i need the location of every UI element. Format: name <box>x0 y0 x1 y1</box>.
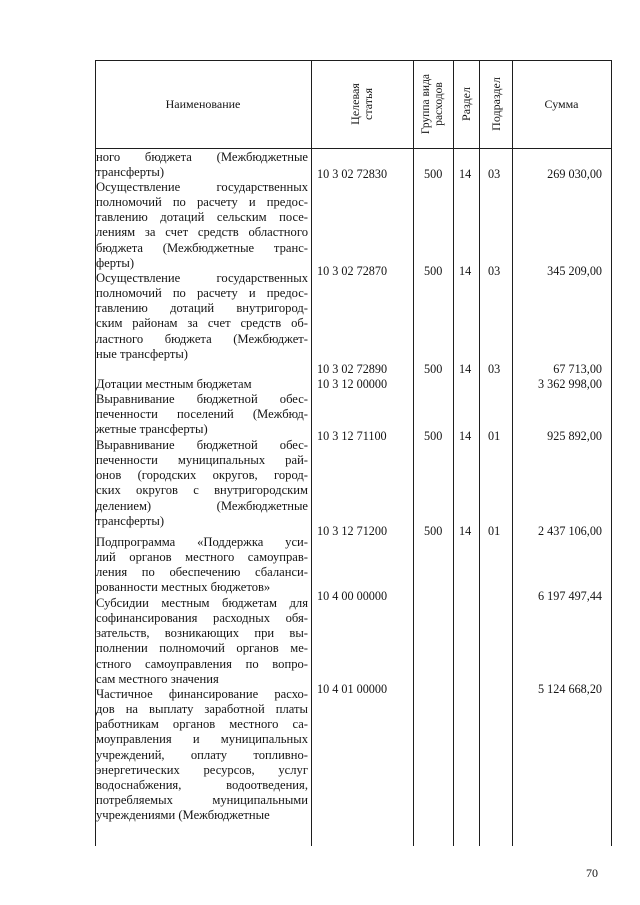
row-name-line: дов на выплату заработной платы <box>96 702 308 717</box>
row-name-line: софинансирования расходных обя- <box>96 611 308 626</box>
sum-value: 345 209,00 <box>547 264 602 278</box>
row-name <box>96 377 308 392</box>
header-target: Целевая статья <box>348 83 375 125</box>
row-name-line: делением) (Межбюджетные <box>96 498 308 513</box>
target-code: 10 3 02 72870 <box>317 264 388 278</box>
table-right-border <box>611 60 612 846</box>
subsection-code: 03 <box>488 167 501 181</box>
row-name-line: Дотации местным бюджетам <box>96 377 252 391</box>
section-code: 14 <box>459 362 472 376</box>
row-name-line: Осуществление государственных <box>96 271 308 285</box>
row-name-line: жетные трансферты) <box>96 422 208 437</box>
subsection-code: 01 <box>488 524 501 538</box>
expense-group: 500 <box>424 524 443 538</box>
row-name-line: печенности муниципальных рай- <box>96 453 308 468</box>
row-name-line: сам местного значения <box>96 671 219 686</box>
header-subsection-cell <box>479 60 512 148</box>
sum-value: 5 124 668,20 <box>538 682 602 696</box>
row-name-line: лениям за счет средств областного <box>96 225 308 240</box>
target-code: 10 3 12 71100 <box>317 429 387 443</box>
sum-value: 6 197 497,44 <box>538 589 602 603</box>
row-name-line: моуправления и муниципальных <box>96 732 308 747</box>
row-name-line: ских округов с внутригородским <box>96 483 308 498</box>
col-divider-subsection <box>512 60 513 846</box>
row-name <box>96 392 308 437</box>
expense-group: 500 <box>424 167 443 181</box>
row-name-line: учреждений, оплату топливно- <box>96 747 308 762</box>
row-name-line: печенности поселений (Межбюд- <box>96 407 308 422</box>
row-name-line: ским районам за счет средств об- <box>96 316 308 331</box>
header-name: Наименование <box>165 96 241 111</box>
section-code: 14 <box>459 264 472 278</box>
row-name-line: потребляемых муниципальными <box>96 793 308 808</box>
row-name-line: Субсидии местным бюджетам для <box>96 596 308 610</box>
row-name-line: ления по обеспечению сбаланси- <box>96 565 308 580</box>
row-name-line: ластного бюджета (Межбюджет- <box>96 331 308 346</box>
header-sum: Сумма <box>544 96 579 111</box>
sum-value: 2 437 106,00 <box>538 524 602 538</box>
header-bottom-border <box>95 148 612 149</box>
section-code: 14 <box>459 524 472 538</box>
expense-group: 500 <box>424 362 443 376</box>
subsection-code: 03 <box>488 362 501 376</box>
row-name-line: онов (городских округов, город- <box>96 468 308 483</box>
row-name <box>96 438 308 529</box>
row-name <box>96 271 308 362</box>
row-name <box>96 535 308 596</box>
target-code: 10 3 12 71200 <box>317 524 388 538</box>
row-name-line: Выравнивание бюджетной обес- <box>96 392 308 406</box>
row-name-line: тавлению дотаций внутригород- <box>96 301 308 316</box>
row-name-line: энергетических ресурсов, услуг <box>96 762 308 777</box>
col-divider-group <box>453 60 454 846</box>
sum-value: 925 892,00 <box>547 429 602 443</box>
row-name-line: стного самоуправления по вопро- <box>96 656 308 671</box>
row-name-line: трансферты) <box>96 513 165 528</box>
row-name-line: полнении полномочий органов ме- <box>96 641 308 656</box>
row-name <box>96 596 308 687</box>
header-group: Группа вида расходов <box>420 73 445 135</box>
row-name-line: рованности местных бюджетов» <box>96 580 271 595</box>
row-name-line: зательств, возникающих при вы- <box>96 626 308 641</box>
header-subsection: Подраздел <box>488 77 503 131</box>
section-code: 14 <box>459 429 472 443</box>
row-name-line: полномочий по расчету и предос- <box>96 195 308 210</box>
target-code: 10 3 02 72890 <box>317 362 388 376</box>
page-number: 70 <box>586 866 598 880</box>
col-divider-name <box>311 60 312 846</box>
col-divider-section <box>479 60 480 846</box>
row-name-line: Выравнивание бюджетной обес- <box>96 438 308 452</box>
target-code: 10 3 12 00000 <box>317 377 388 391</box>
row-name-line: работникам органов местного са- <box>96 717 308 732</box>
expense-group: 500 <box>424 429 443 443</box>
header-section-cell <box>453 60 479 148</box>
sum-value: 67 713,00 <box>553 362 602 376</box>
row-name-line: трансферты) <box>96 165 165 180</box>
subsection-code: 03 <box>488 264 501 278</box>
subsection-code: 01 <box>488 429 501 443</box>
row-name-line: Осуществление государственных <box>96 180 308 194</box>
row-name-line: тавлению дотаций сельским посе- <box>96 210 308 225</box>
row-name-line: учреждениями (Межбюджетные <box>96 808 270 823</box>
row-name-line: полномочий по расчету и предос- <box>96 286 308 301</box>
section-code: 14 <box>459 167 472 181</box>
row-name-line: водоснабжения, водоотведения, <box>96 777 308 792</box>
header-section: Раздел <box>459 87 474 121</box>
header-group-cell <box>413 60 453 148</box>
row-name <box>96 150 308 180</box>
row-name-line: бюджета (Межбюджетные транс- <box>96 240 308 255</box>
sum-value: 3 362 998,00 <box>538 377 602 391</box>
row-name-line: Подпрограмма «Поддержка уси- <box>96 535 308 549</box>
header-name-cell <box>95 60 311 148</box>
target-code: 10 3 02 72830 <box>317 167 388 181</box>
row-name <box>96 180 308 271</box>
col-divider-target <box>413 60 414 846</box>
row-name-line: Частичное финансирование расхо- <box>96 687 308 701</box>
row-name-line: ного бюджета (Межбюджетные <box>96 150 308 164</box>
sum-value: 269 030,00 <box>547 167 602 181</box>
header-target-cell <box>311 60 413 148</box>
target-code: 10 4 00 00000 <box>317 589 388 603</box>
row-name-line: ферты) <box>96 255 135 270</box>
row-name-line: ные трансферты) <box>96 346 189 361</box>
row-name-line: лий органов местного самоуправ- <box>96 550 308 565</box>
header-sum-cell <box>512 60 611 148</box>
row-name <box>96 687 308 823</box>
expense-group: 500 <box>424 264 443 278</box>
target-code: 10 4 01 00000 <box>317 682 388 696</box>
